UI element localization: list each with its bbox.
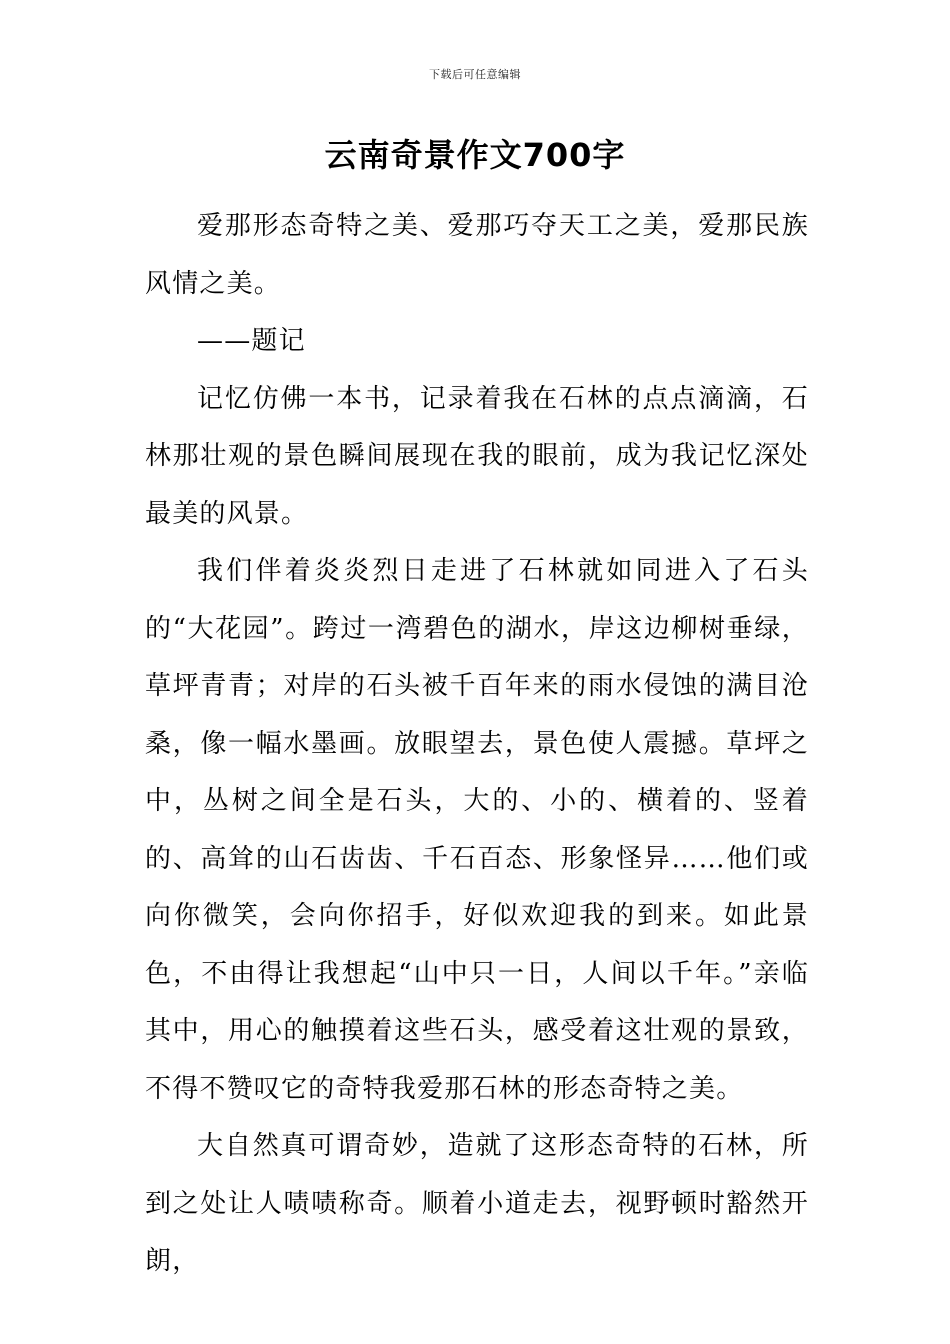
paragraph-nature: 大自然真可谓奇妙，造就了这形态奇特的石林，所到之处让人啧啧称奇。顺着小道走去，视野顿时豁然开朗，: [145, 1131, 809, 1276]
paragraph-memory: 记忆仿佛一本书，记录着我在石林的点点滴滴，石林那壮观的景色瞬间展现在我的眼前，成为我记忆深处最美的风景。: [145, 383, 809, 529]
page-title: 云南奇景作文700字: [324, 136, 626, 174]
paragraph-epigraph-source: ——题记: [197, 326, 306, 356]
header-note: 下载后可任意编辑: [429, 68, 521, 81]
paragraph-intro: 爱那形态奇特之美、爱那巧夺天工之美，爱那民族风情之美。: [145, 211, 809, 299]
paragraph-stone-forest: 我们伴着炎炎烈日走进了石林就如同进入了石头的“大花园”。跨过一湾碧色的湖水，岸这边柳树垂绿，草坪青青；对岸的石头被千百年来的雨水侵蚀的满目沧桑，像一幅水墨画。放眼望去，景色使人震撼。草坪之中，丛树之间全是石头，大的、小的、横着的、竖着的、高耸的山石齿齿、千石百态、形象怪异……他们或向你微笑，会向你招手，好似欢迎我的到来。如此景色，不由得让我想起“山中只一日，人间以千年。”亲临其中，用心的触摸着这些石头，感受着这壮观的景致，不得不赞叹它的奇特我爱那石林的形态奇特之美。: [145, 556, 809, 1104]
essay-body: [145, 198, 809, 1291]
